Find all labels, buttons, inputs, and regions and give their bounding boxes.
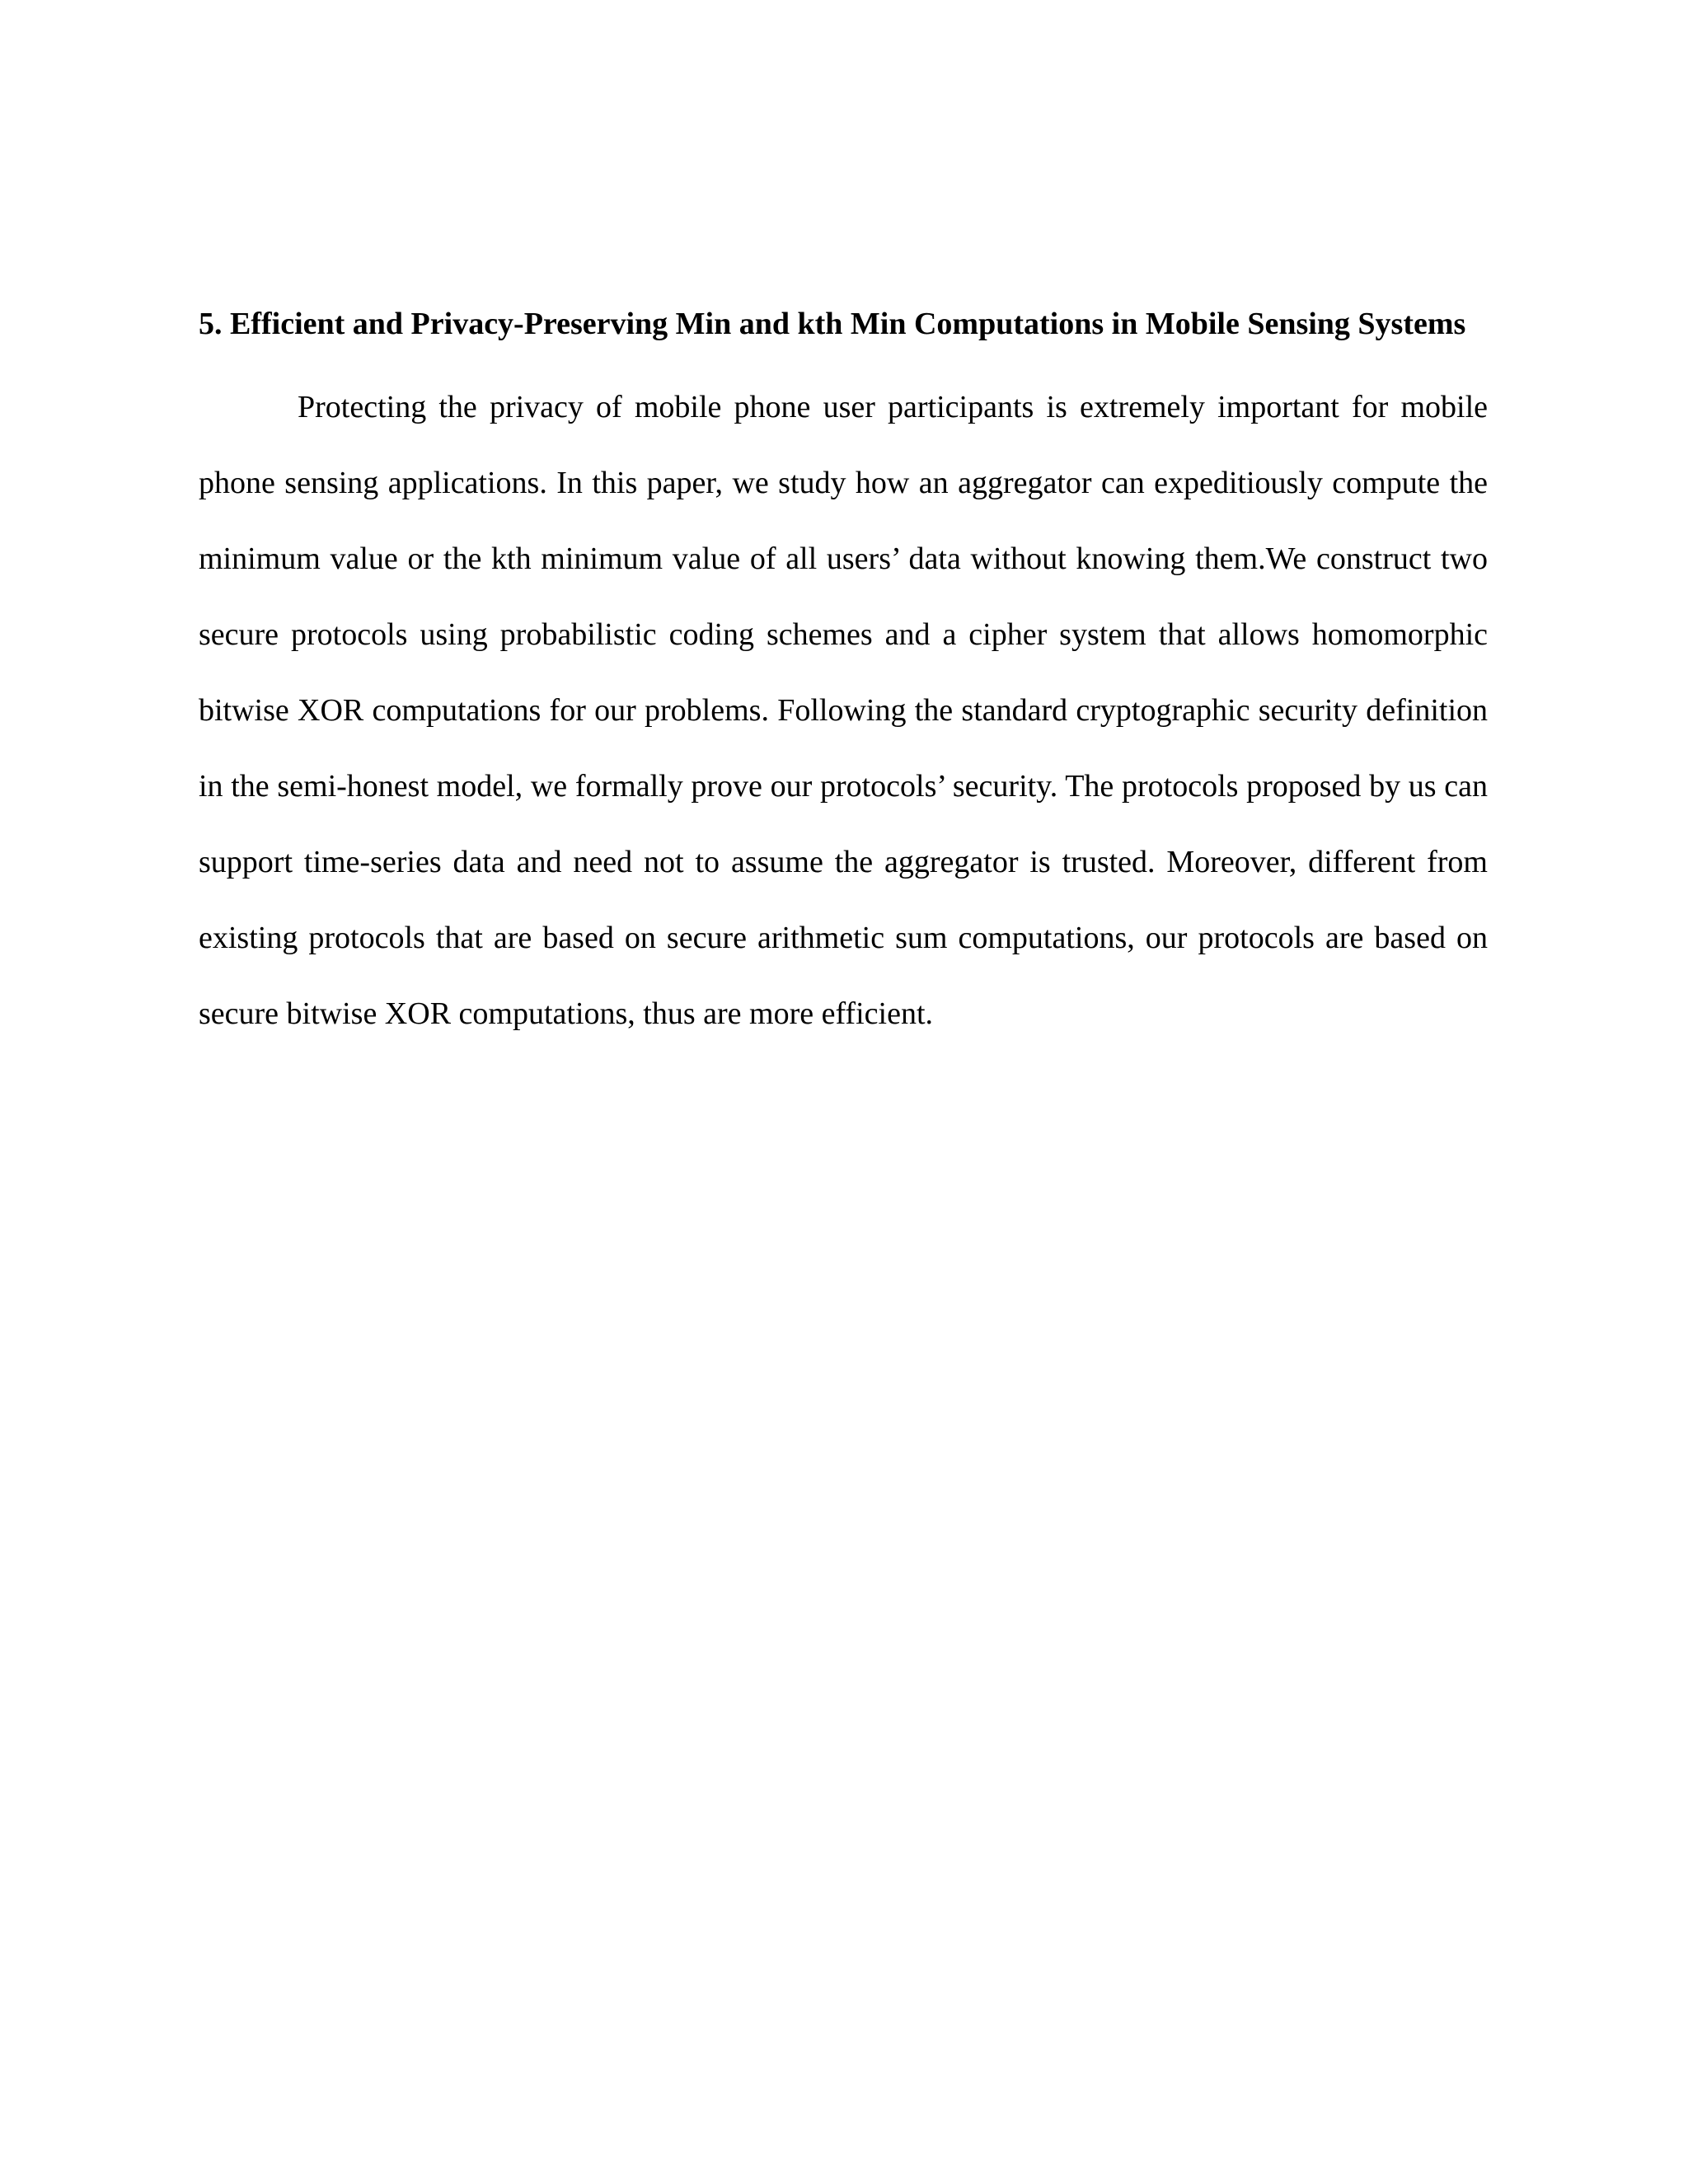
section-block: [199, 295, 1488, 1052]
section-heading: 5. Efficient and Privacy-Preserving Min and kth Min Computations in Mobile Sensing Systems: [199, 307, 1466, 341]
abstract-paragraph: Protecting the privacy of mobile phone user participants is extremely important for mobile phone sensing applications. In this paper, we study how an aggregator can expeditiously compute the minimum value or the kth minimum value of all users’ data without knowing them.We construct two secure protocols using probabilistic coding schemes and a cipher system that allows homomorphic bitwise XOR computations for our problems. Following the standard cryptographic security definition in the semi-honest model, we formally prove our protocols’ security. The protocols proposed by us can support time-series data and need not to assume the aggregator is trusted. Moreover, different from existing protocols that are based on secure arithmetic sum computations, our protocols are based on secure bitwise XOR computations, thus are more efficient.: [199, 390, 1488, 1031]
